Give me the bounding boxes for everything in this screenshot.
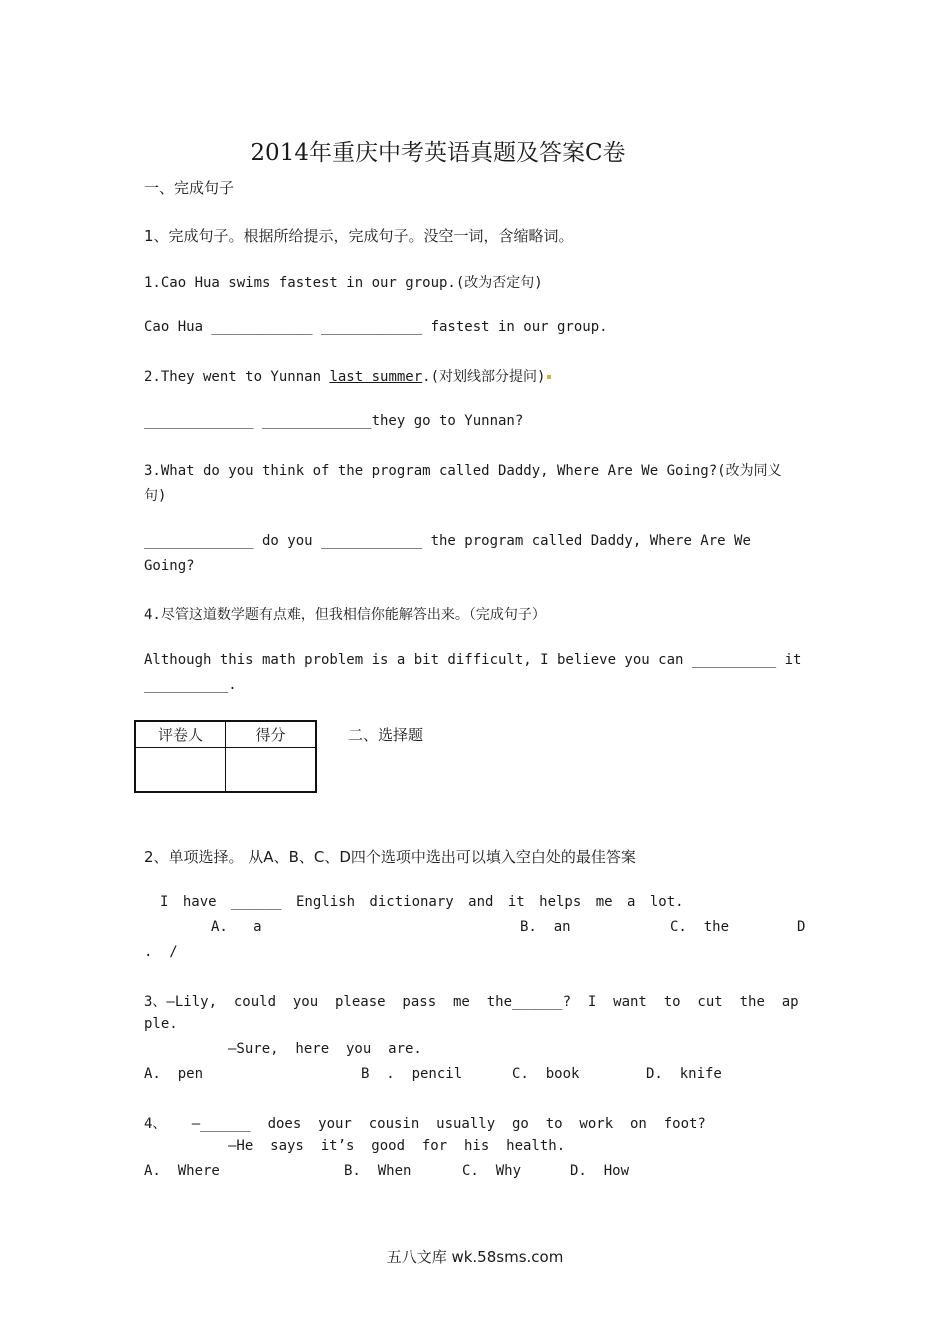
q1-prompt: 1.Cao Hua swims fastest in our group.(改为否定句) <box>144 275 543 291</box>
q1-answer: Cao Hua ____________ ____________ fastest in our group. <box>144 319 608 335</box>
section2-heading: 二、选择题 <box>348 726 424 744</box>
q2-prompt-after: .(对划线部分提问) <box>422 369 546 385</box>
q2-underlined-phrase: last summer <box>329 369 423 385</box>
q4-answer-line1: Although this math problem is a bit difficult, I believe you can __________ it <box>144 652 802 668</box>
q4-option-a: A. Where <box>144 1163 220 1179</box>
q3-option-c: C. book <box>512 1066 580 1082</box>
q2-prompt <box>144 366 551 386</box>
q4-option-c: C. Why <box>462 1163 522 1179</box>
q4-option-d: D. How <box>570 1163 630 1179</box>
qa-option-d: D <box>797 919 806 935</box>
qa-option-b: B. an <box>520 919 571 935</box>
section2-instruction: 2、单项选择。 从A、B、C、D四个选项中选出可以填入空白处的最佳答案 <box>144 848 636 866</box>
q4-stem-line2: —He says it’s good for his health. <box>228 1138 566 1154</box>
qa-option-c: C. the <box>670 919 730 935</box>
q4-option-b: B. When <box>344 1163 412 1179</box>
score-table-cell-score <box>226 747 317 792</box>
qa-stem: I have ______ English dictionary and it helps me a lot. <box>160 894 684 910</box>
q4-prompt: 4.尽管这道数学题有点难，但我相信你能解答出来。（完成句子） <box>144 607 546 623</box>
q3-answer-line2: Going? <box>144 558 195 574</box>
q3-stem-line3: —Sure, here you are. <box>228 1041 422 1057</box>
score-table <box>134 720 317 793</box>
q3-option-d: D. knife <box>646 1066 722 1082</box>
q3-stem-line1: 3、—Lily, could you please pass me the______? I want to cut the ap <box>144 994 799 1010</box>
q3-prompt-line1: 3.What do you think of the program called Daddy, Where Are We Going?(改为同义 <box>144 463 782 479</box>
q3-option-a: A. pen <box>144 1066 204 1082</box>
q3-option-b: B . pencil <box>361 1066 463 1082</box>
q3-answer-line1: _____________ do you ____________ the program called Daddy, Where Are We <box>144 533 751 549</box>
marker-dot-icon <box>547 375 551 379</box>
score-table-cell-grader <box>135 747 226 792</box>
q3-prompt-line2: 句) <box>144 488 167 504</box>
footer-watermark: 五八文库 wk.58sms.com <box>386 1248 564 1266</box>
q2-answer: _____________ _____________they go to Yunnan? <box>144 413 524 429</box>
page-title: 2014年重庆中考英语真题及答案C卷 <box>250 140 626 166</box>
qa-option-a: A. a <box>211 919 262 935</box>
q4-answer-line2: __________. <box>144 677 237 693</box>
section1-heading: 一、完成句子 <box>144 179 235 197</box>
qa-option-d-cont: . / <box>144 944 178 960</box>
score-table-header-score: 得分 <box>226 721 317 747</box>
q4-stem-line1: 4、 —______ does your cousin usually go to work on foot? <box>144 1116 706 1132</box>
section1-instruction: 1、完成句子。根据所给提示，完成句子。没空一词，含缩略词。 <box>144 227 574 245</box>
score-table-header-grader: 评卷人 <box>135 721 226 747</box>
q2-prompt-before: 2.They went to Yunnan <box>144 369 330 385</box>
q3-stem-line2: ple. <box>144 1016 178 1032</box>
